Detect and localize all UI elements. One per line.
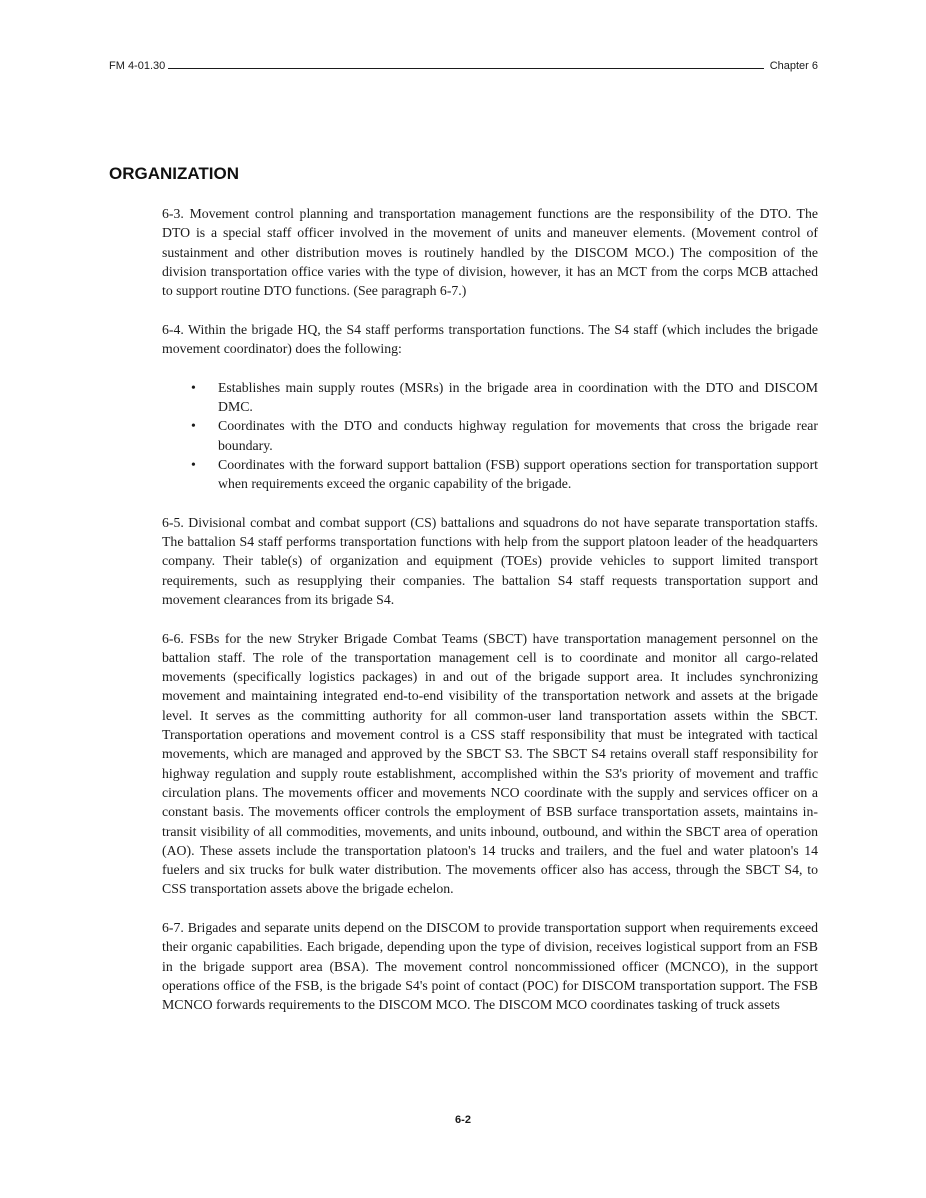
bullet-icon: • bbox=[191, 379, 196, 395]
body-text bbox=[162, 204, 818, 1034]
list-item bbox=[191, 455, 818, 494]
list-item-text: Coordinates with the forward support battalion (FSB) support operations section for transportation support when requirements exceed the organic capability of the brigade. bbox=[218, 456, 818, 492]
section-title: ORGANIZATION bbox=[109, 164, 240, 183]
bullet-icon: • bbox=[191, 418, 196, 434]
header-rule bbox=[168, 68, 763, 69]
paragraph-6-6: 6-6. FSBs for the new Stryker Brigade Combat Teams (SBCT) have transportation management personnel on the battalion staff. The role of the transportation management cell is to coordinate and monitor all cargo-related movements (specifically logistics packages) in and out of the brigade support area. It includes synchronizing movement and maintaining integrated end-to-end visibility of the transportation network and assets at the brigade level. It serves as the committing authority for all common-user land transportation assets within the SBCT. Transportation operations and movement control is a CSS staff responsibility that must be integrated with tactical movements, which are managed and approved by the SBCT S3. The SBCT S4 retains overall staff responsibility for highway regulation and supply route establishment, accomplished within the S3's priority of movement and traffic circulation plans. The movements officer and movements NCO coordinate with the supply and services officer on a constant basis. The movements officer controls the employment of BSB surface transportation assets, maintains in-transit visibility of all commodities, movements, and units inbound, outbound, and within the SBCT area of operation (AO). These assets include the transportation platoon's 14 trucks and trailers, and the fuel and water platoon's 14 fuelers and six trucks for bulk water distribution. The movements officer also has access, through the SBCT S4, to CSS transportation assets above the brigade echelon. bbox=[162, 630, 818, 897]
bullet-icon: • bbox=[191, 456, 196, 472]
paragraph-6-7: 6-7. Brigades and separate units depend on the DISCOM to provide transportation support when requirements exceed their organic capabilities. Each brigade, depending upon the type of division, receives logistical support from an FSB in the brigade support area (BSA). The movement control noncommissioned officer (MCNCO), in the support operations office of the FSB, is the brigade S4's point of contact (POC) for DISCOM transportation support. The FSB MCNCO forwards requirements to the DISCOM MCO. The DISCOM MCO coordinates tasking of truck assets bbox=[162, 919, 818, 1013]
list-item-text: Establishes main supply routes (MSRs) in the brigade area in coordination with the DTO and DISCOM DMC. bbox=[218, 379, 818, 414]
s4-duties-list bbox=[162, 378, 818, 494]
running-header bbox=[109, 52, 818, 72]
paragraph-6-5: 6-5. Divisional combat and combat support (CS) battalions and squadrons do not have separate transportation staffs. The battalion S4 staff performs transportation functions with help from the support platoon leader of the headquarters company. Their table(s) of organization and equipment (TOEs) provide vehicles to support limited transport requirements, such as resupplying their companies. The battalion S4 staff requests transportation support and movement clearances from its brigade S4. bbox=[162, 514, 818, 607]
list-item-text: Coordinates with the DTO and conducts highway regulation for movements that cross the brigade rear boundary. bbox=[218, 418, 818, 453]
paragraph-6-4: 6-4. Within the brigade HQ, the S4 staff performs transportation functions. The S4 staff (which includes the brigade movement coordinator) does the following: bbox=[162, 321, 818, 357]
paragraph-6-3: 6-3. Movement control planning and transportation management functions are the responsibility of the DTO. The DTO is a special staff officer involved in the movement of units and maneuver elements. (Movement control of sustainment and other distribution moves is routinely handled by the DISCOM MCO.) The composition of the division transportation office varies with the type of division, however, it has an MCT from the corps MCB attached to support routine DTO functions. (See paragraph 6-7.) bbox=[162, 206, 818, 299]
header-manual-id: FM 4-01.30 bbox=[109, 60, 166, 72]
header-chapter: Chapter 6 bbox=[769, 60, 818, 72]
list-item bbox=[191, 416, 818, 455]
list-item bbox=[191, 378, 818, 417]
page-number: 6-2 bbox=[455, 1114, 471, 1126]
